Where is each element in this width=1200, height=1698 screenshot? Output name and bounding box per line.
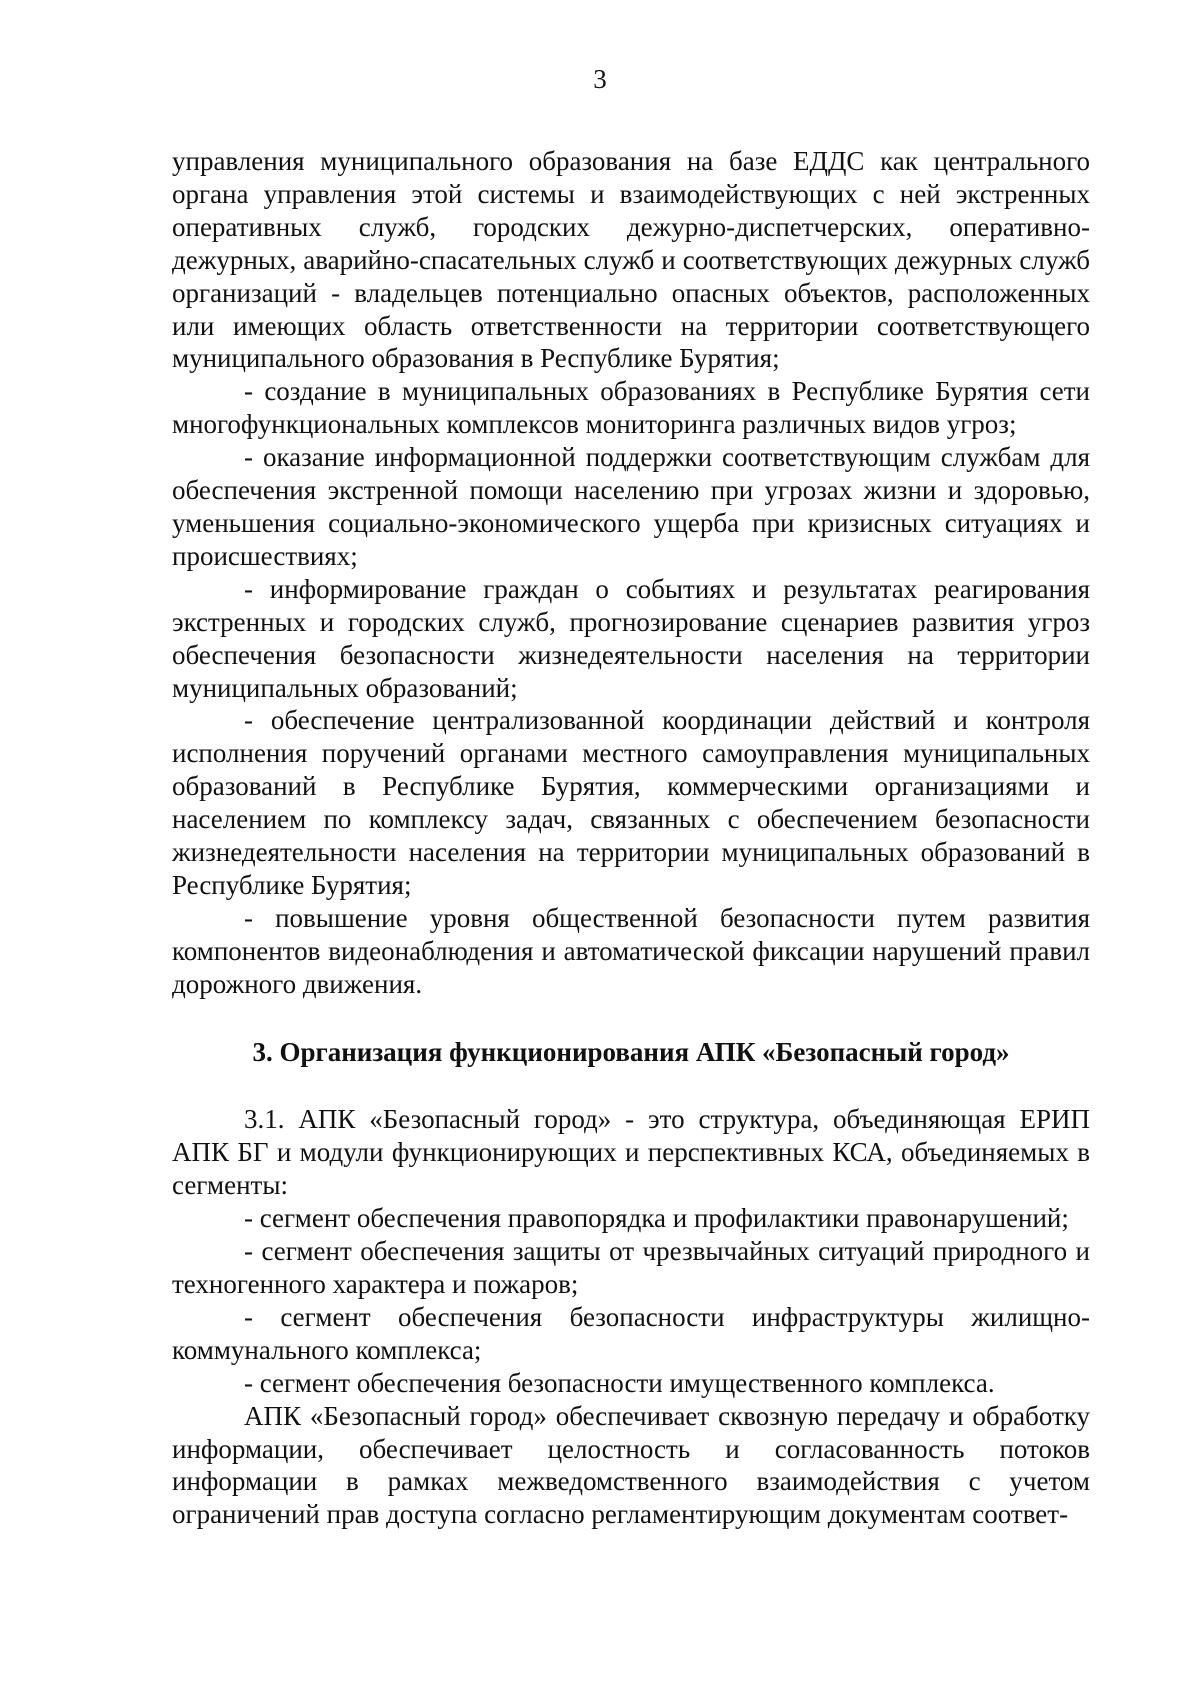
- section-paragraph-data-flow: АПК «Безопасный город» обеспечивает сквозную передачу и обработку информации, обеспечивает целостность и согласованность потоков информации в рамках межведомственного взаимодействия с учетом ограничений прав доступа согласно регламентирующим документам соответ-: [172, 1400, 1090, 1530]
- list-item-public-safety: - повышение уровня общественной безопасности путем развития компонентов видеонаблюдения и автоматической фиксации нарушений правил дорожного движения.: [172, 902, 1090, 999]
- list-item-monitoring-network: - создание в муниципальных образованиях в Республике Бурятия сети многофункциональных комплексов мониторинга различных видов угроз;: [172, 376, 1090, 440]
- segment-property-complex: - сегмент обеспечения безопасности имущественного комплекса.: [244, 1367, 995, 1398]
- document-body: [172, 145, 1090, 1531]
- intro-paragraph-continued: управления муниципального образования на базе ЕДДС как центрального органа управления этой системы и взаимодействующих с ней экстренных оперативных служб, городских дежурно-диспетчерских, оперативно-дежурных, аварийно-спасательных служб и соответствующих дежурных служб организаций - владельцев потенциально опасных объектов, расположенных или имеющих область ответственности на территории соответствующего муниципального образования в Республике Бурятия;: [172, 146, 1090, 374]
- segment-law-enforcement: - сегмент обеспечения правопорядка и профилактики правонарушений;: [244, 1203, 1069, 1234]
- segment-emergency-protection: - сегмент обеспечения защиты от чрезвычайных ситуаций природного и техногенного характера и пожаров;: [172, 1236, 1090, 1299]
- list-item-information-support: - оказание информационной поддержки соответствующим службам для обеспечения экстренной помощи населению при угрозах жизни и здоровью, уменьшения социально-экономического ущерба при кризисных ситуациях и происшествиях;: [172, 442, 1090, 571]
- section-paragraph-definition: 3.1. АПК «Безопасный город» - это структура, объединяющая ЕРИП АПК БГ и модули функционирующих и перспективных КСА, объединяемых в сегменты:: [172, 1104, 1090, 1201]
- segment-housing-infrastructure: - сегмент обеспечения безопасности инфраструктуры жилищно-коммунального комплекса;: [172, 1301, 1090, 1365]
- list-item-centralized-coordination: - обеспечение централизованной координации действий и контроля исполнения поручений органами местного самоуправления муниципальных образований в Республике Бурятия, коммерческими организациями и населением по комплексу задач, связанных с обеспечением безопасности жизнедеятельности населения на территории муниципальных образований в Республике Бурятия;: [172, 705, 1090, 900]
- section-heading: 3. Организация функционирования АПК «Безопасный город»: [252, 1036, 1010, 1067]
- list-item-citizen-informing: - информирование граждан о событиях и результатах реагирования экстренных и городских служб, прогнозирование сценариев развития угроз обеспечения безопасности жизнедеятельности населения на территории муниципальных образований;: [172, 573, 1090, 703]
- page-number: 3: [593, 64, 607, 94]
